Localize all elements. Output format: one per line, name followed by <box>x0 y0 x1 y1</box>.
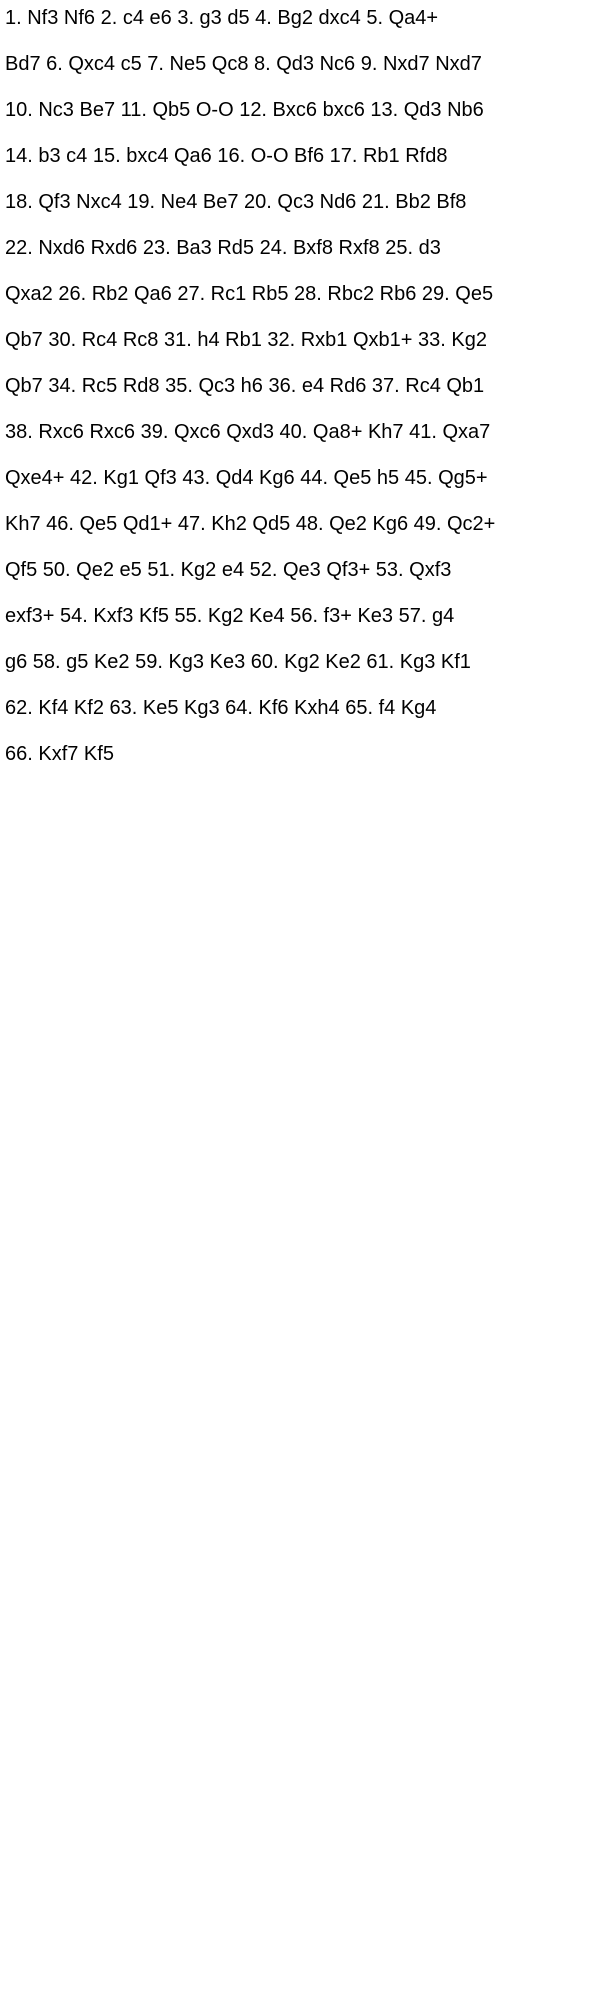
move-line: 22. Nxd6 Rxd6 23. Ba3 Rd5 24. Bxf8 Rxf8 25. d3 <box>5 237 441 259</box>
move-line: exf3+ 54. Kxf3 Kf5 55. Kg2 Ke4 56. f3+ Ke3 57. g4 <box>5 605 455 627</box>
move-line: Qb7 34. Rc5 Rd8 35. Qc3 h6 36. e4 Rd6 37. Rc4 Qb1 <box>5 375 485 397</box>
move-line: 10. Nc3 Be7 11. Qb5 O-O 12. Bxc6 bxc6 13. Qd3 Nb6 <box>5 99 484 121</box>
move-line: Kh7 46. Qe5 Qd1+ 47. Kh2 Qd5 48. Qe2 Kg6 49. Qc2+ <box>5 513 496 535</box>
move-line: Qb7 30. Rc4 Rc8 31. h4 Rb1 32. Rxb1 Qxb1+ 33. Kg2 <box>5 329 487 351</box>
move-line: g6 58. g5 Ke2 59. Kg3 Ke3 60. Kg2 Ke2 61. Kg3 Kf1 <box>5 651 471 673</box>
move-line: 18. Qf3 Nxc4 19. Ne4 Be7 20. Qc3 Nd6 21. Bb2 Bf8 <box>5 191 467 213</box>
move-line: 66. Kxf7 Kf5 <box>5 743 114 765</box>
move-line: 38. Rxc6 Rxc6 39. Qxc6 Qxd3 40. Qa8+ Kh7 41. Qxa7 <box>5 421 491 443</box>
move-line: 1. Nf3 Nf6 2. c4 e6 3. g3 d5 4. Bg2 dxc4 5. Qa4+ <box>5 7 439 29</box>
move-line: Qxa2 26. Rb2 Qa6 27. Rc1 Rb5 28. Rbc2 Rb6 29. Qe5 <box>5 283 494 305</box>
move-line: Qf5 50. Qe2 e5 51. Kg2 e4 52. Qe3 Qf3+ 53. Qxf3 <box>5 559 452 581</box>
move-line: 62. Kf4 Kf2 63. Ke5 Kg3 64. Kf6 Kxh4 65. f4 Kg4 <box>5 697 437 719</box>
move-line: Qxe4+ 42. Kg1 Qf3 43. Qd4 Kg6 44. Qe5 h5 45. Qg5+ <box>5 467 488 489</box>
move-line: Bd7 6. Qxc4 c5 7. Ne5 Qc8 8. Qd3 Nc6 9. Nxd7 Nxd7 <box>5 53 482 75</box>
move-line: 14. b3 c4 15. bxc4 Qa6 16. O-O Bf6 17. Rb1 Rfd8 <box>5 145 448 167</box>
